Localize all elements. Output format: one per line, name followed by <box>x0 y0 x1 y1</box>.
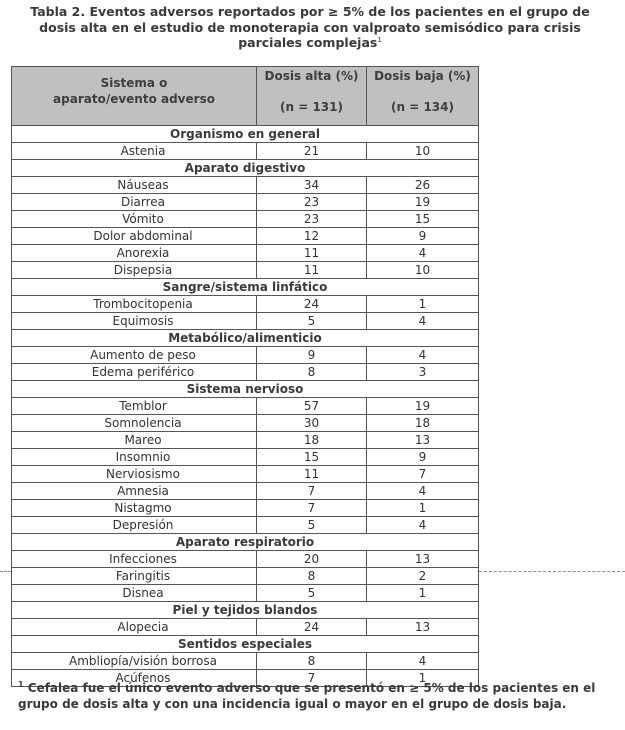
high-dose-cell: 8 <box>257 653 367 670</box>
table-body <box>12 126 479 687</box>
table-row <box>12 619 479 636</box>
event-cell: Anorexia <box>12 245 257 262</box>
low-dose-cell: 2 <box>367 568 479 585</box>
section-heading: Sangre/sistema linfático <box>12 279 479 296</box>
low-dose-cell: 1 <box>367 500 479 517</box>
table-header-row <box>12 67 479 126</box>
high-dose-cell: 15 <box>257 449 367 466</box>
event-cell: Ambliopía/visión borrosa <box>12 653 257 670</box>
high-dose-cell: 7 <box>257 483 367 500</box>
section-heading: Aparato respiratorio <box>12 534 479 551</box>
high-dose-cell: 5 <box>257 517 367 534</box>
header-low-dose <box>367 67 479 126</box>
low-dose-cell: 7 <box>367 466 479 483</box>
high-dose-cell: 11 <box>257 262 367 279</box>
table-row <box>12 364 479 381</box>
low-dose-cell: 18 <box>367 415 479 432</box>
section-heading: Sistema nervioso <box>12 381 479 398</box>
table-row <box>12 551 479 568</box>
table-title <box>14 4 606 51</box>
page-divider-left <box>0 571 11 572</box>
event-cell: Náuseas <box>12 177 257 194</box>
title-footnote-marker: 1 <box>377 35 382 44</box>
low-dose-cell: 13 <box>367 551 479 568</box>
event-cell: Temblor <box>12 398 257 415</box>
table-title-text: Tabla 2. Eventos adversos reportados por ≥ 5% de los pacientes en el grupo de dosis alta en el estudio de monoterapia con valproato semisódico para crisis parciales complejas <box>30 4 590 50</box>
high-dose-cell: 12 <box>257 228 367 245</box>
section-heading: Aparato digestivo <box>12 160 479 177</box>
low-dose-cell: 19 <box>367 194 479 211</box>
event-cell: Edema periférico <box>12 364 257 381</box>
event-cell: Equimosis <box>12 313 257 330</box>
high-dose-cell: 18 <box>257 432 367 449</box>
section-row <box>12 636 479 653</box>
event-cell: Alopecia <box>12 619 257 636</box>
section-row <box>12 126 479 143</box>
table-row <box>12 228 479 245</box>
low-dose-cell: 9 <box>367 449 479 466</box>
section-row <box>12 381 479 398</box>
low-dose-cell: 4 <box>367 245 479 262</box>
table-row <box>12 143 479 160</box>
event-cell: Disnea <box>12 585 257 602</box>
high-dose-cell: 24 <box>257 619 367 636</box>
footnote-marker: 1 <box>18 680 24 689</box>
high-dose-cell: 57 <box>257 398 367 415</box>
table-row <box>12 653 479 670</box>
high-dose-cell: 20 <box>257 551 367 568</box>
section-row <box>12 279 479 296</box>
section-row <box>12 330 479 347</box>
section-heading: Organismo en general <box>12 126 479 143</box>
low-dose-cell: 3 <box>367 364 479 381</box>
event-cell: Aumento de peso <box>12 347 257 364</box>
low-dose-cell: 13 <box>367 432 479 449</box>
table-row <box>12 500 479 517</box>
event-cell: Dispepsia <box>12 262 257 279</box>
table-row <box>12 177 479 194</box>
section-row <box>12 534 479 551</box>
header-low-n: (n = 134) <box>391 100 454 114</box>
header-high-dose <box>257 67 367 126</box>
high-dose-cell: 11 <box>257 466 367 483</box>
table-row <box>12 483 479 500</box>
low-dose-cell: 1 <box>367 296 479 313</box>
table-row <box>12 313 479 330</box>
section-row <box>12 602 479 619</box>
low-dose-cell: 26 <box>367 177 479 194</box>
table-row <box>12 398 479 415</box>
low-dose-cell: 10 <box>367 143 479 160</box>
table-row <box>12 585 479 602</box>
low-dose-cell: 10 <box>367 262 479 279</box>
event-cell: Diarrea <box>12 194 257 211</box>
event-cell: Nistagmo <box>12 500 257 517</box>
footnote <box>18 680 618 712</box>
low-dose-cell: 1 <box>367 670 479 687</box>
event-cell: Dolor abdominal <box>12 228 257 245</box>
table-row <box>12 262 479 279</box>
event-cell: Amnesia <box>12 483 257 500</box>
event-cell: Nerviosismo <box>12 466 257 483</box>
section-row <box>12 160 479 177</box>
event-cell: Trombocitopenia <box>12 296 257 313</box>
low-dose-cell: 4 <box>367 517 479 534</box>
event-cell: Vómito <box>12 211 257 228</box>
header-high-n: (n = 131) <box>280 100 343 114</box>
footnote-text: Cefalea fue el único evento adverso que se presentó en ≥ 5% de los pacientes en el grupo de dosis alta y con una incidencia igual o mayor en el grupo de dosis baja. <box>18 681 596 711</box>
adverse-events-table <box>11 66 479 687</box>
high-dose-cell: 24 <box>257 296 367 313</box>
event-cell: Insomnio <box>12 449 257 466</box>
low-dose-cell: 13 <box>367 619 479 636</box>
header-system-line1: Sistema o <box>100 76 168 90</box>
event-cell: Infecciones <box>12 551 257 568</box>
low-dose-cell: 4 <box>367 313 479 330</box>
header-low-label: Dosis baja (%) <box>374 69 471 83</box>
event-cell: Depresión <box>12 517 257 534</box>
table-row <box>12 245 479 262</box>
section-heading: Metabólico/alimenticio <box>12 330 479 347</box>
low-dose-cell: 19 <box>367 398 479 415</box>
low-dose-cell: 4 <box>367 347 479 364</box>
low-dose-cell: 15 <box>367 211 479 228</box>
table-row <box>12 415 479 432</box>
header-system-line2: aparato/evento adverso <box>53 92 215 106</box>
high-dose-cell: 5 <box>257 313 367 330</box>
high-dose-cell: 34 <box>257 177 367 194</box>
high-dose-cell: 8 <box>257 364 367 381</box>
high-dose-cell: 21 <box>257 143 367 160</box>
page-divider-right <box>479 571 625 572</box>
table-row <box>12 296 479 313</box>
high-dose-cell: 8 <box>257 568 367 585</box>
high-dose-cell: 23 <box>257 194 367 211</box>
header-high-label: Dosis alta (%) <box>264 69 359 83</box>
high-dose-cell: 5 <box>257 585 367 602</box>
table-row <box>12 568 479 585</box>
high-dose-cell: 11 <box>257 245 367 262</box>
section-heading: Sentidos especiales <box>12 636 479 653</box>
table-row <box>12 347 479 364</box>
table-row <box>12 211 479 228</box>
table-row <box>12 432 479 449</box>
low-dose-cell: 1 <box>367 585 479 602</box>
low-dose-cell: 4 <box>367 483 479 500</box>
section-heading: Piel y tejidos blandos <box>12 602 479 619</box>
high-dose-cell: 23 <box>257 211 367 228</box>
table-row <box>12 466 479 483</box>
table-row <box>12 449 479 466</box>
low-dose-cell: 9 <box>367 228 479 245</box>
event-cell: Somnolencia <box>12 415 257 432</box>
high-dose-cell: 9 <box>257 347 367 364</box>
event-cell: Astenia <box>12 143 257 160</box>
header-system <box>12 67 257 126</box>
low-dose-cell: 4 <box>367 653 479 670</box>
high-dose-cell: 7 <box>257 670 367 687</box>
event-cell: Faringitis <box>12 568 257 585</box>
event-cell: Mareo <box>12 432 257 449</box>
high-dose-cell: 7 <box>257 500 367 517</box>
high-dose-cell: 30 <box>257 415 367 432</box>
table-row <box>12 517 479 534</box>
event-cell: Acúfenos <box>12 670 257 687</box>
table-row <box>12 194 479 211</box>
